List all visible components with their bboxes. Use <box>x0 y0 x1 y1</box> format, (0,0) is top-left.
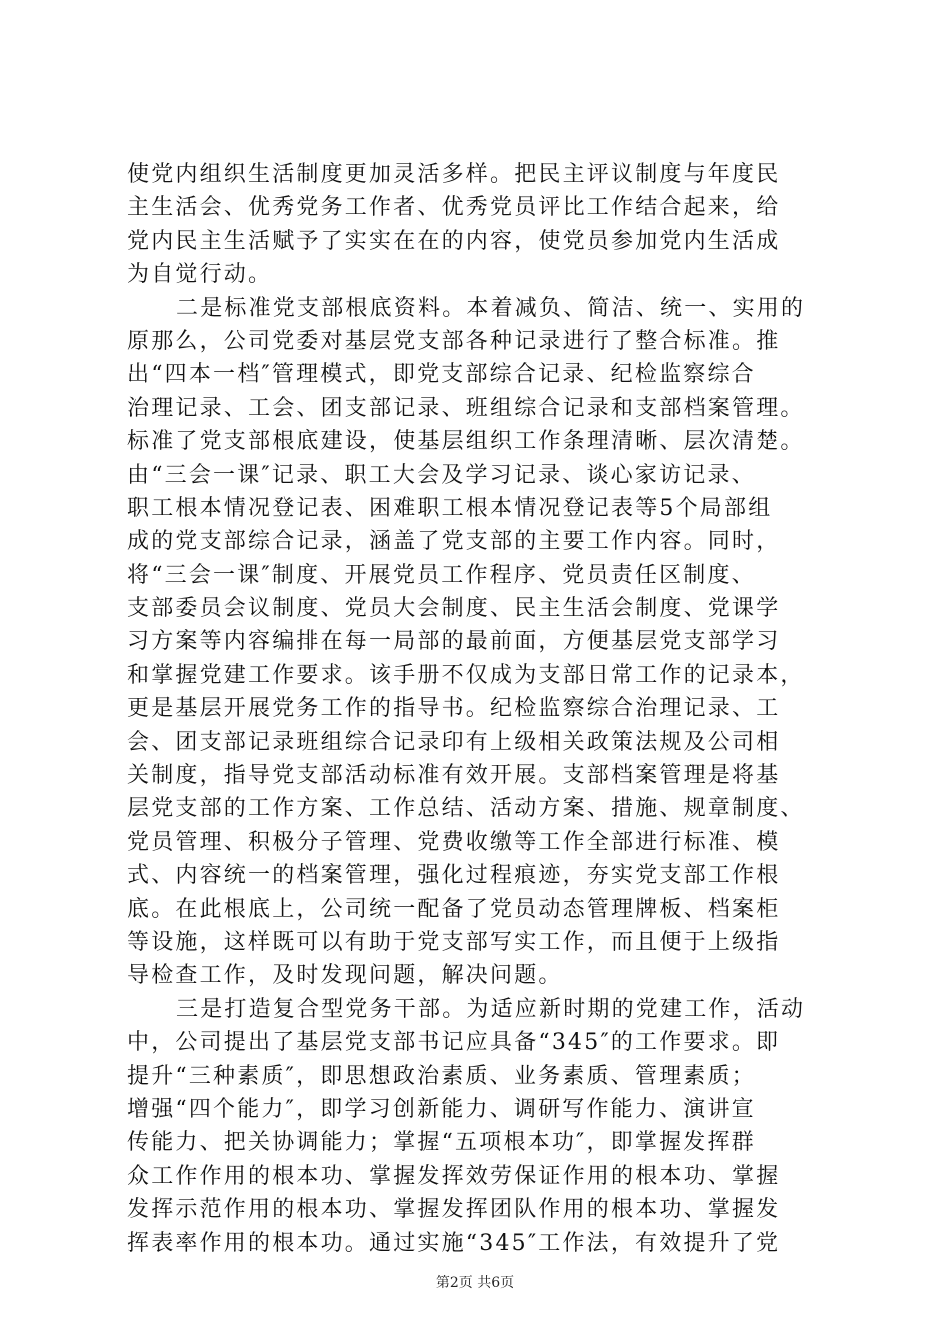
text-line: 和掌握党建工作要求。该手册不仅成为支部日常工作的记录本， <box>127 662 805 688</box>
text-line: 关制度，指导党支部活动标准有效开展。支部档案管理是将基 <box>127 763 781 789</box>
paragraph-start-line: 三是打造复合型党务干部。为适应新时期的党建工作，活动 <box>176 996 806 1022</box>
text-line: 等设施，这样既可以有助于党支部写实工作，而且便于上级指 <box>127 929 781 955</box>
text-line: 成的党支部综合记录，涵盖了党支部的主要工作内容。同时， <box>127 529 781 555</box>
text-line: 中，公司提出了基层党支部书记应具备“345″的工作要求。即 <box>127 1030 781 1056</box>
text-line: 传能力、把关协调能力；掌握“五项根本功″，即掌握发挥群 <box>127 1130 756 1156</box>
text-line: 治理记录、工会、团支部记录、班组综合记录和支部档案管理。 <box>127 395 805 421</box>
text-line: 更是基层开展党务工作的指导书。纪检监察综合治理记录、工 <box>127 696 781 722</box>
text-line: 党内民主生活赋予了实实在在的内容，使党员参加党内生活成 <box>127 228 781 254</box>
text-line: 层党支部的工作方案、工作总结、活动方案、措施、规章制度、 <box>127 796 805 822</box>
text-line: 支部委员会议制度、党员大会制度、民主生活会制度、党课学 <box>127 596 781 622</box>
text-line: 职工根本情况登记表、困难职工根本情况登记表等5个局部组 <box>127 495 773 521</box>
text-line: 发挥示范作用的根本功、掌握发挥团队作用的根本功、掌握发 <box>127 1197 781 1223</box>
text-line: 底。在此根底上，公司统一配备了党员动态管理牌板、档案柜 <box>127 896 781 922</box>
text-line: 为自觉行动。 <box>127 262 273 288</box>
page-number-footer: 第2页 共6页 <box>435 1275 515 1291</box>
text-line: 原那么，公司党委对基层党支部各种记录进行了整合标准。推 <box>127 328 781 354</box>
text-line: 增强“四个能力″，即学习创新能力、调研写作能力、演讲宣 <box>127 1096 756 1122</box>
text-line: 使党内组织生活制度更加灵活多样。把民主评议制度与年度民 <box>127 162 781 187</box>
text-line: 会、团支部记录班组综合记录印有上级相关政策法规及公司相 <box>127 729 781 755</box>
text-line: 挥表率作用的根本功。通过实施“345″工作法，有效提升了党 <box>127 1230 781 1256</box>
text-line: 众工作作用的根本功、掌握发挥效劳保证作用的根本功、掌握 <box>127 1163 781 1189</box>
text-line: 由“三会一课″记录、职工大会及学习记录、谈心家访记录、 <box>127 462 756 488</box>
text-line: 标准了党支部根底建设，使基层组织工作条理清晰、层次清楚。 <box>127 429 805 455</box>
text-line: 习方案等内容编排在每一局部的最前面，方便基层党支部学习 <box>127 629 781 655</box>
text-line: 出“四本一档″管理模式，即党支部综合记录、纪检监察综合 <box>127 362 756 388</box>
text-line: 导检查工作，及时发现问题，解决问题。 <box>127 963 563 989</box>
text-line: 将“三会一课″制度、开展党员工作程序、党员责任区制度、 <box>127 562 756 588</box>
text-line: 式、内容统一的档案管理，强化过程痕迹，夯实党支部工作根 <box>127 863 781 889</box>
text-line: 提升“三种素质″，即思想政治素质、业务素质、管理素质； <box>127 1063 756 1089</box>
text-line: 党员管理、积极分子管理、党费收缴等工作全部进行标准、模 <box>127 829 781 855</box>
document-body <box>127 158 827 1260</box>
paragraph-start-line: 二是标准党支部根底资料。本着减负、简洁、统一、实用的 <box>176 295 806 321</box>
text-line: 主生活会、优秀党务工作者、优秀党员评比工作结合起来，给 <box>127 195 781 221</box>
